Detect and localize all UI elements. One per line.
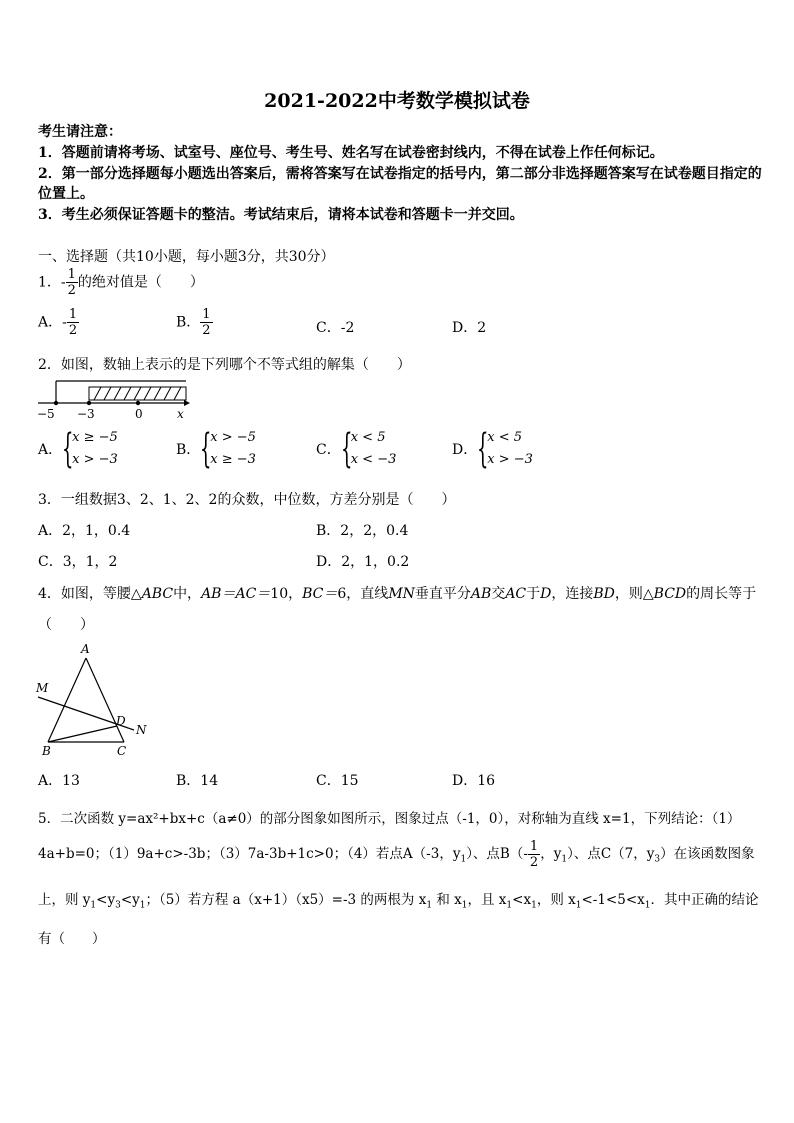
label-a: A [81,642,90,656]
q2-option-a[interactable]: A． { x ≥ −5 x > −3 [38,426,118,472]
segment-bd [48,726,117,742]
q2-option-d[interactable]: D． { x < 5 x > −3 [452,426,533,472]
label-minus-3: −3 [77,407,95,421]
notice-heading: 考生请注意： [38,124,122,140]
page-title: 2021-2022中考数学模拟试卷 [264,90,530,112]
number-line-figure [34,376,194,422]
point-zero [136,401,140,405]
q2-option-b[interactable]: B． { x > −5 x ≥ −3 [176,426,256,472]
label-n: N [136,723,147,737]
point-minus-5 [54,401,58,405]
point-minus-3 [87,401,91,405]
q5-line-4: 有（ ） [38,931,106,947]
q1-option-d[interactable]: D．2 [452,320,487,336]
section-heading: 一、选择题（共10小题，每小题3分，共30分） [38,249,335,265]
q1-stem: 的绝对值是（ ） [77,274,204,291]
q3-stem: 3．一组数据3、2、1、2、2的众数，中位数，方差分别是（ ） [38,492,456,508]
q5-line-1: 5．二次函数 y=ax²+bx+c（a≠0）的部分图象如图所示，图象过点（-1，0），对称轴为直线 x=1，下列结论：（1） [38,811,741,827]
q4-option-c[interactable]: C．15 [316,773,359,789]
label-x: x [177,407,184,421]
q5-line-2: 4a+b=0；（1）9a+c>-3b；（3）7a-3b+1c>0；（4）若点A（-3，$y_1$）、点B（- $\frac{1}{2}$ ，$y_1$）、点C（7，$y_3$）在该函数图象 [38,839,755,870]
notice-line-2: 2．第一部分选择题每小题选出答案后，需将答案写在试卷指定的括号内，第二部分非选择题答案写在试卷题目指定的 [38,166,762,182]
q3-option-d[interactable]: D．2，1，0.2 [316,554,410,570]
question-1 [38,268,204,297]
q4-option-a[interactable]: A．13 [38,773,80,789]
label-b: B [42,744,51,758]
q4-answer-paren: （ ） [38,617,94,633]
notice-line-3: 3．考生必须保证答题卡的整洁。考试结束后，请将本试卷和答题卡一并交回。 [38,207,524,223]
notice-line-1: 1．答题前请将考场、试室号、座位号、考生号、姓名写在试卷密封线内，不得在试卷上作任何标记。 [38,145,664,161]
q1-fraction: $\frac{1}{2}$ [67,267,76,298]
label-minus-5: −5 [37,407,55,421]
q4-option-d[interactable]: D．16 [452,773,496,789]
q3-option-c[interactable]: C．3，1，2 [38,554,118,570]
q4-stem: 4．如图，等腰△ABC中，AB＝AC＝10，BC＝6，直线MN垂直平分AB交AC于D，连接BD，则△BCD的周长等于 [38,586,757,602]
q5-line-3: 上，则 $y_1<y_3<y_1$；（5）若方程 a（x+1）（x5）=-3 的两根为 $x_1$ 和 $x_1$，且 $x_1<x_1$，则 $x_1<-1<5<x_1$．其中正确的结论 [38,892,759,911]
label-d: D [116,714,126,728]
q3-option-a[interactable]: A．2，1，0.4 [38,523,131,539]
q1-option-c[interactable]: C．-2 [316,320,355,336]
side-ac [86,658,124,742]
q2-stem: 2．如图，数轴上表示的是下列哪个不等式组的解集（ ） [38,357,411,373]
q1-option-b[interactable]: B． $\frac{1}{2}$ [176,307,211,338]
triangle-figure [30,638,160,763]
q1-number: 1．- [38,274,66,291]
label-zero: 0 [135,407,143,421]
label-c: C [117,744,127,758]
notice-line-2-cont: 位置上。 [38,186,94,202]
axis-arrow [184,400,190,406]
q2-option-c[interactable]: C． { x < 5 x < −3 [316,426,397,472]
label-m: M [36,681,49,695]
q3-option-b[interactable]: B．2，2，0.4 [316,523,409,539]
side-ab [48,658,86,742]
q4-option-b[interactable]: B．14 [176,773,219,789]
q1-option-a[interactable]: A．- $\frac{1}{2}$ [38,307,78,338]
